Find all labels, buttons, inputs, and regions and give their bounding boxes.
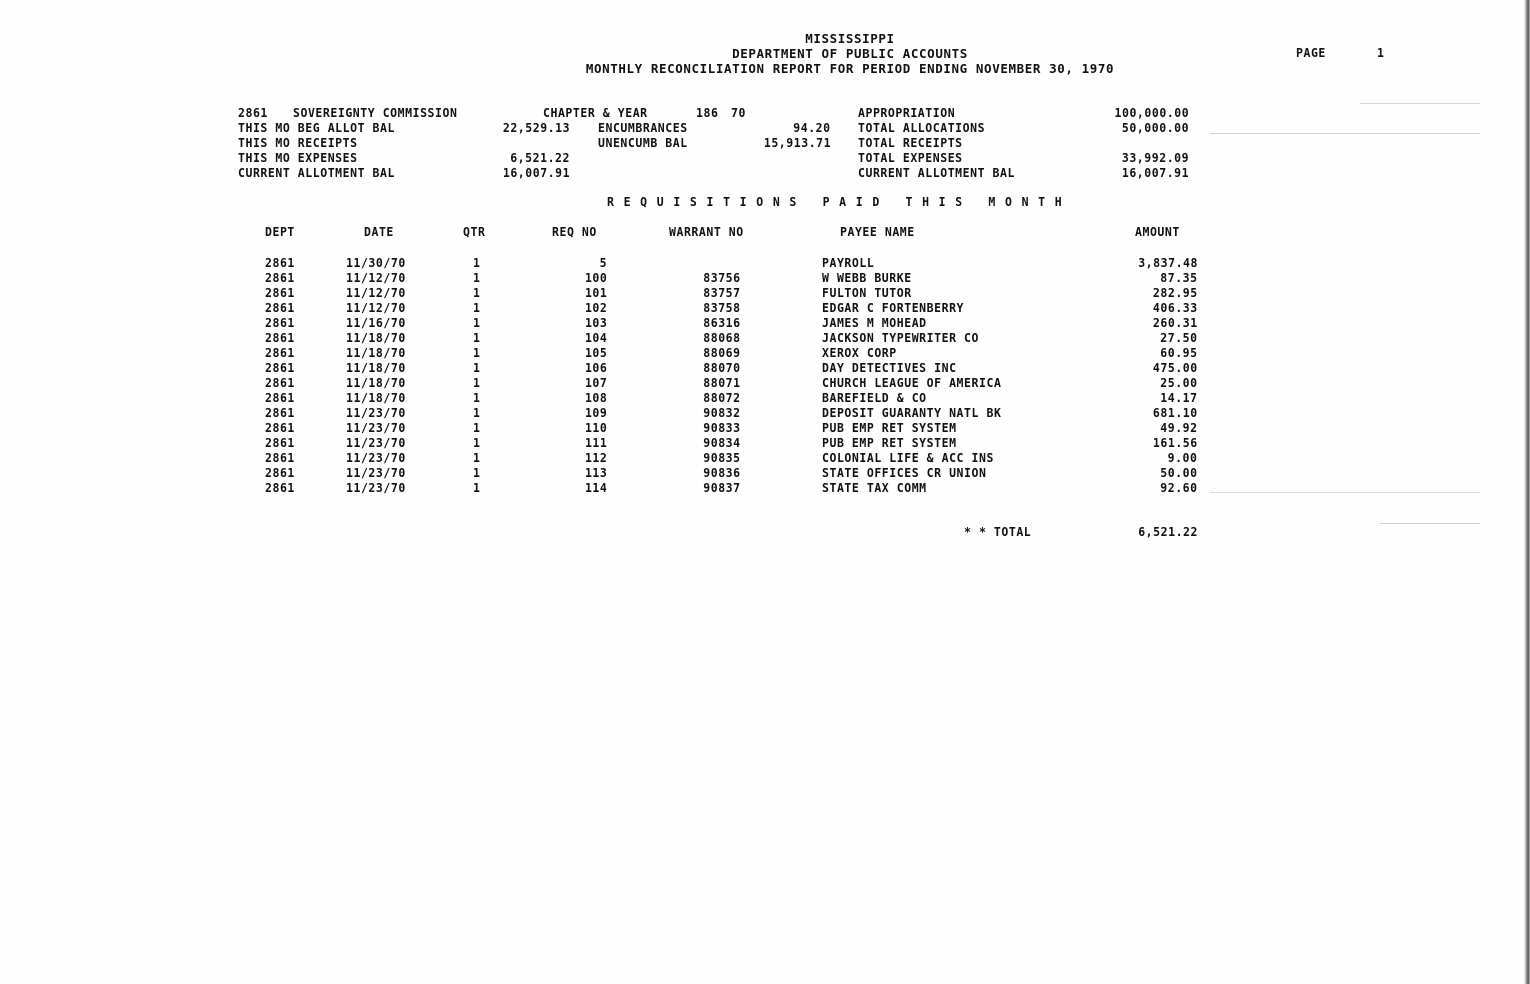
cell-qtr: 1 <box>473 465 481 480</box>
cell-warrant-no: 88070 <box>703 360 741 375</box>
cell-date: 11/18/70 <box>346 360 406 375</box>
scan-artifact <box>1380 523 1480 524</box>
appropriation-value: 100,000.00 <box>1114 105 1189 120</box>
col-header-dept: DEPT <box>265 224 295 239</box>
cell-amount: 282.95 <box>1153 285 1198 300</box>
cell-date: 11/18/70 <box>346 375 406 390</box>
scan-artifact <box>1210 133 1480 134</box>
cell-date: 11/30/70 <box>346 255 406 270</box>
scan-artifact <box>1210 492 1480 493</box>
cell-qtr: 1 <box>473 435 481 450</box>
cell-qtr: 1 <box>473 330 481 345</box>
cell-payee-name: JAMES M MOHEAD <box>822 315 927 330</box>
cell-warrant-no: 83758 <box>703 300 741 315</box>
cell-payee-name: EDGAR C FORTENBERRY <box>822 300 965 315</box>
cell-req-no: 108 <box>584 390 607 405</box>
cell-dept: 2861 <box>265 315 295 330</box>
cell-req-no: 104 <box>584 330 607 345</box>
cell-dept: 2861 <box>265 330 295 345</box>
cell-amount: 50.00 <box>1160 465 1198 480</box>
cell-date: 11/23/70 <box>346 465 406 480</box>
cell-amount: 87.35 <box>1160 270 1198 285</box>
encumbrances-value: 94.20 <box>793 120 831 135</box>
cell-req-no: 110 <box>584 420 607 435</box>
appropriation-label: APPROPRIATION <box>858 105 956 120</box>
cell-date: 11/23/70 <box>346 405 406 420</box>
cell-amount: 27.50 <box>1160 330 1198 345</box>
cell-amount: 260.31 <box>1153 315 1198 330</box>
cell-dept: 2861 <box>265 420 295 435</box>
cell-qtr: 1 <box>473 315 481 330</box>
cell-payee-name: DAY DETECTIVES INC <box>822 360 957 375</box>
cell-req-no: 112 <box>584 450 607 465</box>
cell-payee-name: XEROX CORP <box>822 345 897 360</box>
cell-dept: 2861 <box>265 300 295 315</box>
cell-req-no: 105 <box>584 345 607 360</box>
cell-payee-name: STATE TAX COMM <box>822 480 927 495</box>
cell-payee-name: JACKSON TYPEWRITER CO <box>822 330 979 345</box>
cell-dept: 2861 <box>265 480 295 495</box>
cell-qtr: 1 <box>473 285 481 300</box>
cell-req-no: 114 <box>584 480 607 495</box>
report-header <box>480 31 1220 76</box>
cell-payee-name: PAYROLL <box>822 255 875 270</box>
cell-qtr: 1 <box>473 405 481 420</box>
agency-code: 2861 <box>238 105 268 120</box>
cell-req-no: 100 <box>584 270 607 285</box>
cell-warrant-no: 88068 <box>703 330 741 345</box>
cell-dept: 2861 <box>265 360 295 375</box>
cell-req-no: 107 <box>584 375 607 390</box>
cell-amount: 681.10 <box>1153 405 1198 420</box>
cell-warrant-no: 90834 <box>703 435 741 450</box>
cell-warrant-no: 88071 <box>703 375 741 390</box>
cell-warrant-no: 90832 <box>703 405 741 420</box>
total-expenses-value: 33,992.09 <box>1121 150 1189 165</box>
state-name: MISSISSIPPI <box>805 31 895 46</box>
chapter-number: 186 <box>696 105 719 120</box>
cell-dept: 2861 <box>265 390 295 405</box>
cell-req-no: 106 <box>584 360 607 375</box>
cell-warrant-no: 90835 <box>703 450 741 465</box>
cell-qtr: 1 <box>473 360 481 375</box>
cell-dept: 2861 <box>265 435 295 450</box>
cell-dept: 2861 <box>265 465 295 480</box>
page-edge-shadow <box>1524 0 1530 984</box>
cell-date: 11/23/70 <box>346 480 406 495</box>
cell-dept: 2861 <box>265 270 295 285</box>
col-header-qtr: QTR <box>463 224 486 239</box>
cell-payee-name: W WEBB BURKE <box>822 270 912 285</box>
cell-qtr: 1 <box>473 345 481 360</box>
cell-warrant-no: 86316 <box>703 315 741 330</box>
report-title: MONTHLY RECONCILIATION REPORT FOR PERIOD ENDING NOVEMBER 30, 1970 <box>585 61 1115 76</box>
page-number: 1 <box>1377 45 1385 60</box>
col-header-warrant-no: WARRANT NO <box>669 224 744 239</box>
cell-date: 11/23/70 <box>346 435 406 450</box>
cell-req-no: 113 <box>584 465 607 480</box>
cell-payee-name: PUB EMP RET SYSTEM <box>822 435 957 450</box>
cell-date: 11/12/70 <box>346 285 406 300</box>
cell-dept: 2861 <box>265 255 295 270</box>
cell-date: 11/12/70 <box>346 270 406 285</box>
cell-amount: 161.56 <box>1153 435 1198 450</box>
cell-date: 11/23/70 <box>346 420 406 435</box>
cell-amount: 406.33 <box>1153 300 1198 315</box>
cell-amount: 475.00 <box>1153 360 1198 375</box>
unencumb-bal-label: UNENCUMB BAL <box>598 135 688 150</box>
total-allocations-value: 50,000.00 <box>1121 120 1189 135</box>
cell-warrant-no: 88069 <box>703 345 741 360</box>
cell-payee-name: DEPOSIT GUARANTY NATL BK <box>822 405 1002 420</box>
cell-req-no: 109 <box>584 405 607 420</box>
cell-dept: 2861 <box>265 405 295 420</box>
mo-expenses-label: THIS MO EXPENSES <box>238 150 358 165</box>
cell-dept: 2861 <box>265 375 295 390</box>
mo-expenses-value: 6,521.22 <box>510 150 570 165</box>
cell-dept: 2861 <box>265 345 295 360</box>
total-label: * * TOTAL <box>964 524 1032 539</box>
cell-qtr: 1 <box>473 270 481 285</box>
total-current-allot-bal-value: 16,007.91 <box>1121 165 1189 180</box>
cell-qtr: 1 <box>473 255 481 270</box>
cell-date: 11/18/70 <box>346 345 406 360</box>
cell-payee-name: FULTON TUTOR <box>822 285 912 300</box>
cell-date: 11/18/70 <box>346 390 406 405</box>
cell-amount: 60.95 <box>1160 345 1198 360</box>
total-value: 6,521.22 <box>1138 524 1198 539</box>
cell-payee-name: PUB EMP RET SYSTEM <box>822 420 957 435</box>
cell-amount: 49.92 <box>1160 420 1198 435</box>
cell-warrant-no: 90836 <box>703 465 741 480</box>
chapter-year-label: CHAPTER & YEAR <box>543 105 648 120</box>
cell-qtr: 1 <box>473 480 481 495</box>
cell-dept: 2861 <box>265 450 295 465</box>
cell-payee-name: STATE OFFICES CR UNION <box>822 465 987 480</box>
encumbrances-label: ENCUMBRANCES <box>598 120 688 135</box>
section-title: REQUISITIONS PAID THIS MONTH <box>607 194 1072 209</box>
cell-payee-name: BAREFIELD & CO <box>822 390 927 405</box>
cell-req-no: 111 <box>584 435 607 450</box>
cell-qtr: 1 <box>473 450 481 465</box>
current-allot-bal-value: 16,007.91 <box>502 165 570 180</box>
chapter-year: 70 <box>731 105 746 120</box>
cell-amount: 25.00 <box>1160 375 1198 390</box>
total-expenses-label: TOTAL EXPENSES <box>858 150 963 165</box>
cell-qtr: 1 <box>473 300 481 315</box>
cell-payee-name: CHURCH LEAGUE OF AMERICA <box>822 375 1002 390</box>
cell-qtr: 1 <box>473 420 481 435</box>
cell-payee-name: COLONIAL LIFE & ACC INS <box>822 450 994 465</box>
unencumb-bal-value: 15,913.71 <box>763 135 831 150</box>
col-header-payee-name: PAYEE NAME <box>840 224 915 239</box>
cell-date: 11/12/70 <box>346 300 406 315</box>
agency-name: SOVEREIGNTY COMMISSION <box>293 105 458 120</box>
current-allot-bal-label: CURRENT ALLOTMENT BAL <box>238 165 395 180</box>
cell-warrant-no: 83756 <box>703 270 741 285</box>
cell-warrant-no: 83757 <box>703 285 741 300</box>
total-receipts-label: TOTAL RECEIPTS <box>858 135 963 150</box>
scan-artifact <box>1360 103 1480 104</box>
cell-date: 11/23/70 <box>346 450 406 465</box>
department-name: DEPARTMENT OF PUBLIC ACCOUNTS <box>732 46 968 61</box>
cell-amount: 14.17 <box>1160 390 1198 405</box>
cell-warrant-no: 90837 <box>703 480 741 495</box>
mo-receipts-label: THIS MO RECEIPTS <box>238 135 358 150</box>
beg-allot-bal-label: THIS MO BEG ALLOT BAL <box>238 120 395 135</box>
cell-date: 11/16/70 <box>346 315 406 330</box>
cell-amount: 3,837.48 <box>1138 255 1198 270</box>
col-header-amount: AMOUNT <box>1135 224 1180 239</box>
cell-warrant-no: 90833 <box>703 420 741 435</box>
cell-qtr: 1 <box>473 390 481 405</box>
col-header-date: DATE <box>364 224 394 239</box>
cell-date: 11/18/70 <box>346 330 406 345</box>
cell-qtr: 1 <box>473 375 481 390</box>
cell-warrant-no: 88072 <box>703 390 741 405</box>
col-header-req-no: REQ NO <box>552 224 597 239</box>
cell-dept: 2861 <box>265 285 295 300</box>
page-label: PAGE <box>1296 45 1326 60</box>
cell-req-no: 5 <box>599 255 607 270</box>
cell-req-no: 103 <box>584 315 607 330</box>
total-current-allot-bal-label: CURRENT ALLOTMENT BAL <box>858 165 1015 180</box>
cell-req-no: 101 <box>584 285 607 300</box>
cell-req-no: 102 <box>584 300 607 315</box>
total-allocations-label: TOTAL ALLOCATIONS <box>858 120 986 135</box>
cell-amount: 9.00 <box>1168 450 1198 465</box>
cell-amount: 92.60 <box>1160 480 1198 495</box>
beg-allot-bal-value: 22,529.13 <box>502 120 570 135</box>
